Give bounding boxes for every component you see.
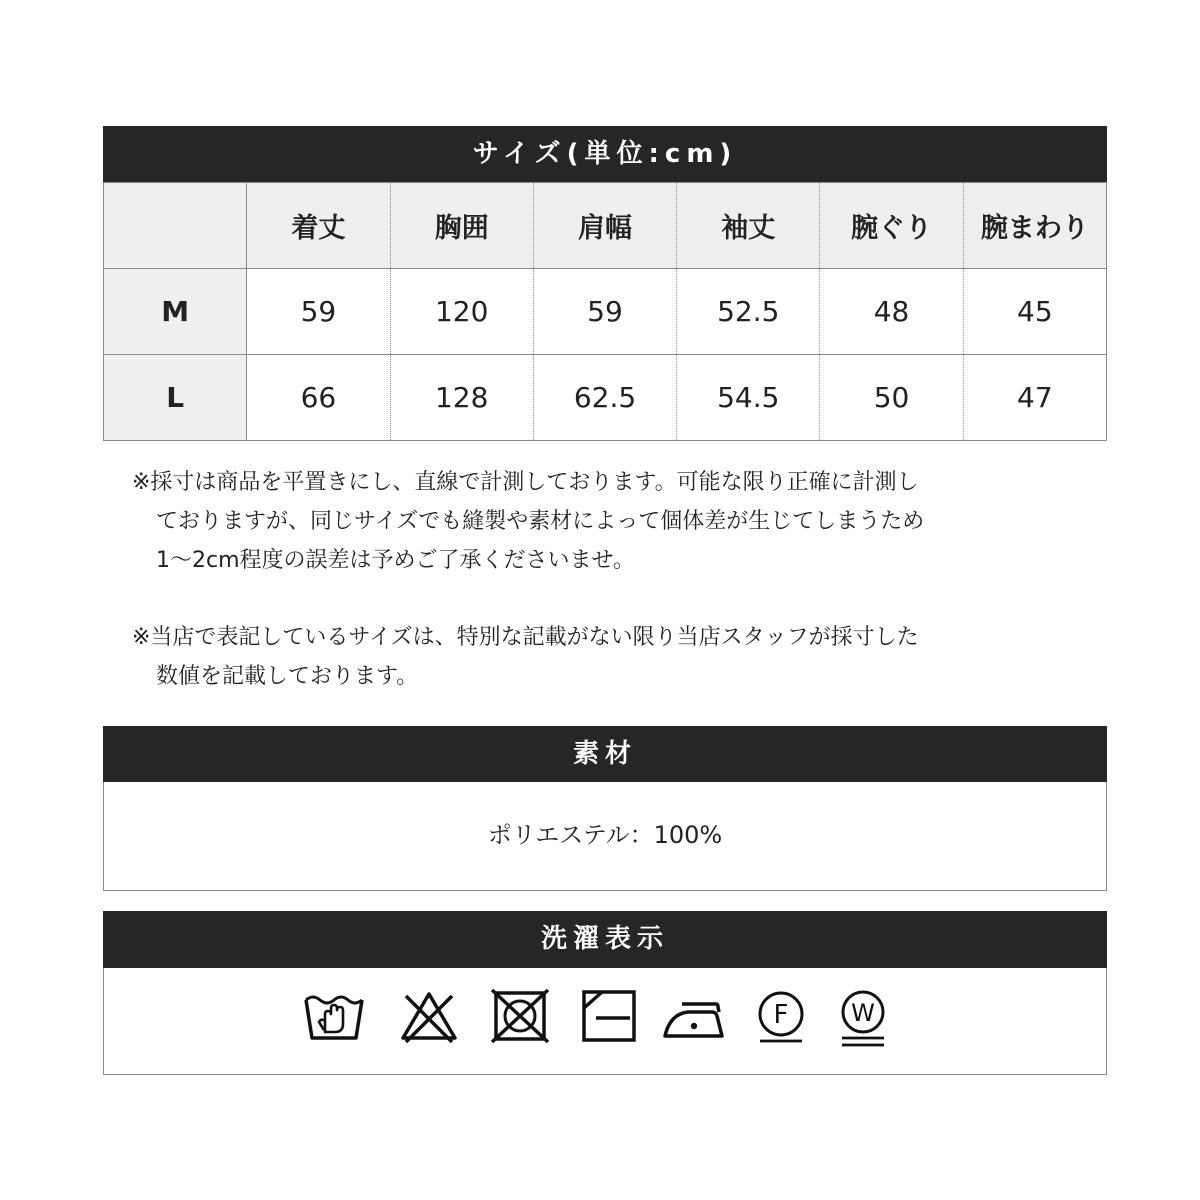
table-cell: 52.5 (677, 269, 820, 355)
size-table-corner-cell (104, 183, 247, 269)
table-cell: 66 (247, 355, 390, 441)
material-box (103, 782, 1107, 891)
column-header-armhole: 腕ぐり (820, 183, 963, 269)
wet-clean-w-icon (838, 988, 888, 1050)
dry-clean-letter: F (773, 1000, 789, 1030)
row-label-m: M (104, 269, 247, 355)
washing-section-title: 洗濯表示 (540, 924, 669, 954)
table-cell: 59 (533, 269, 676, 355)
note-line: ※採寸は商品を平置きにし、直線で計測しております。可能な限り正確に計測し (132, 470, 919, 495)
washing-symbols-box (103, 968, 1107, 1075)
row-label-l: L (104, 355, 247, 441)
washing-section-header (103, 911, 1107, 968)
size-table (103, 182, 1107, 441)
table-row (104, 269, 1107, 355)
column-header-sleeve: 袖丈 (677, 183, 820, 269)
table-cell: 120 (390, 269, 533, 355)
column-header-chest: 胸囲 (390, 183, 533, 269)
table-cell: 59 (247, 269, 390, 355)
no-bleach-icon (398, 988, 460, 1044)
note-line: ※当店で表記しているサイズは、特別な記載がない限り当店スタッフが採寸した (132, 625, 919, 650)
note-line: 数値を記載しております。 (156, 664, 419, 689)
iron-low-icon (662, 988, 726, 1044)
size-section-title: サイズ(単位:cm) (472, 139, 738, 169)
size-table-header-row (104, 183, 1107, 269)
table-cell: 128 (390, 355, 533, 441)
material-section-title: 素材 (572, 739, 637, 769)
no-tumble-dry-icon (490, 988, 550, 1044)
table-row (104, 355, 1107, 441)
table-cell: 62.5 (533, 355, 676, 441)
column-header-length: 着丈 (247, 183, 390, 269)
size-section-header (103, 126, 1107, 182)
measurement-notes (132, 463, 1032, 696)
dry-clean-f-icon (756, 988, 806, 1044)
table-cell: 54.5 (677, 355, 820, 441)
table-cell: 45 (963, 269, 1106, 355)
column-header-shoulder: 肩幅 (533, 183, 676, 269)
note-line: 1〜2cm程度の誤差は予めご了承くださいませ。 (156, 548, 635, 573)
line-dry-shade-icon (580, 988, 638, 1044)
table-cell: 50 (820, 355, 963, 441)
wet-clean-letter: W (851, 999, 875, 1027)
material-section-header (103, 726, 1107, 782)
column-header-arm-circumference: 腕まわり (963, 183, 1106, 269)
table-cell: 47 (963, 355, 1106, 441)
table-cell: 48 (820, 269, 963, 355)
material-value: ポリエステル：100% (487, 821, 723, 849)
note-line: ておりますが、同じサイズでも縫製や素材によって個体差が生じてしまうため (156, 509, 925, 534)
hand-wash-icon (303, 988, 365, 1044)
